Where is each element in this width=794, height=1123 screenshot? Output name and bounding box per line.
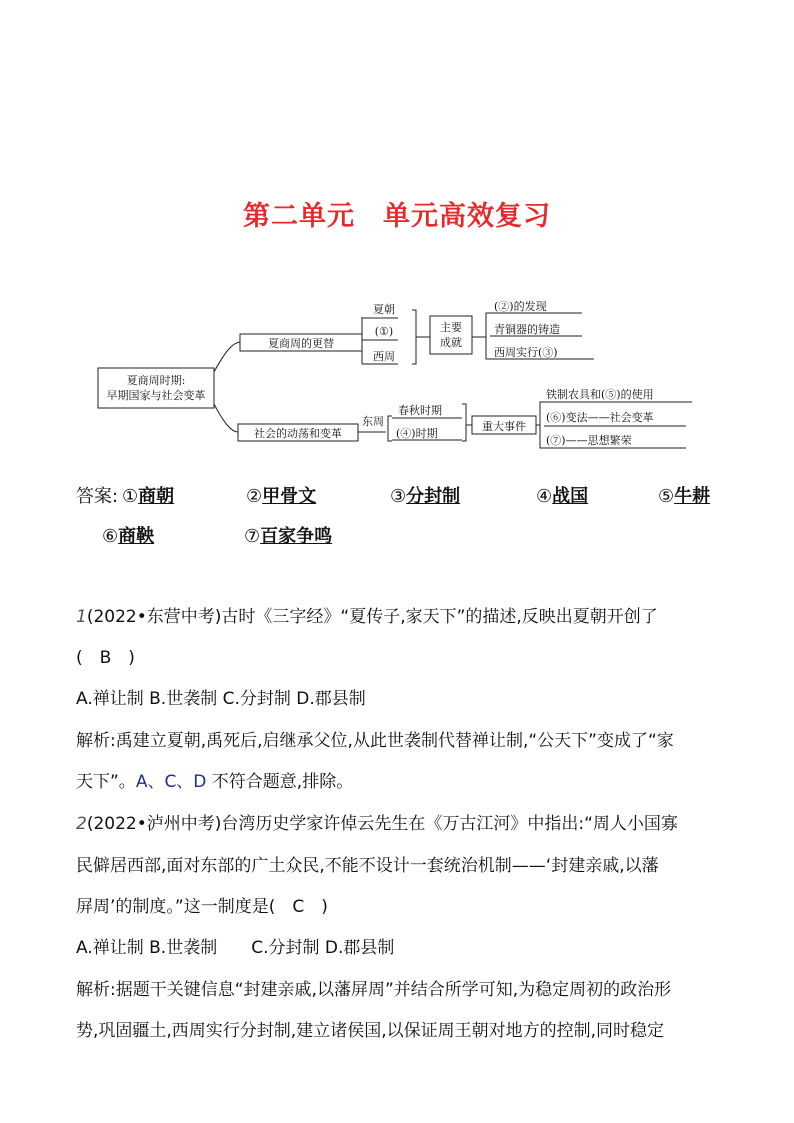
mindmap-root-line2: 早期国家与社会变革 <box>106 389 206 402</box>
mindmap-b2-pre: 东周 <box>362 415 384 428</box>
q1-analysis-options: A、C、D <box>135 772 207 792</box>
q1-analysis-line1: 解析:禹建立夏朝,禹死后,启继承父位,从此世袭制代替禅让制,“公天下”变成了“家 <box>76 731 674 751</box>
answer-item <box>658 482 710 508</box>
answer-num: ② <box>246 486 263 507</box>
q1-analysis-part: 天下”。 <box>76 772 136 792</box>
answer-item <box>122 482 174 508</box>
mindmap-b2-leaf: 铁制农具和(⑤)的使用 <box>546 388 654 401</box>
mindmap-hub1-line1: 主要 <box>440 321 462 334</box>
answer-num: ④ <box>536 486 553 507</box>
q2-analysis-line2: 势,巩固疆土,西周实行分封制,建立诸侯国,以保证周王朝对地方的控制,同时稳定 <box>76 1021 665 1041</box>
mindmap-hub2-label: 重大事件 <box>482 420 526 433</box>
page-title: 第二单元 单元高效复习 <box>243 201 551 232</box>
answer-item <box>246 482 316 508</box>
answer-num: ⑥ <box>102 526 119 547</box>
answer-value: 战国 <box>552 486 589 507</box>
answer-item <box>390 482 460 508</box>
mindmap-b1-leaf: 西周实行(③) <box>494 346 558 359</box>
mindmap-b1-leaf: 青铜器的铸造 <box>494 323 560 336</box>
q1-stem <box>76 606 658 628</box>
answer-num: ⑤ <box>658 486 675 507</box>
mindmap-branch1-label: 夏商周的更替 <box>268 337 334 350</box>
mindmap-b1-item: 夏朝 <box>373 303 395 316</box>
mindmap-b2-leaf: (⑦)——思想繁荣 <box>546 434 632 447</box>
answer-num: ③ <box>390 486 407 507</box>
answer-item <box>244 522 332 548</box>
mindmap-hub1-line2: 成就 <box>440 336 462 349</box>
answer-num: ⑦ <box>244 526 261 547</box>
mind-map <box>0 290 794 460</box>
answer-value: 商朝 <box>138 486 175 507</box>
q2-stem-line2: 民僻居西部,面对东部的广土众民,不能不设计一套统治机制——‘封建亲戚,以藩 <box>76 856 659 876</box>
q1-analysis-line2 <box>76 771 353 793</box>
answer-value: 百家争鸣 <box>260 526 333 547</box>
answer-value: 甲骨文 <box>262 486 317 507</box>
mindmap-root-line1: 夏商周时期: <box>126 374 186 387</box>
q2-analysis-line1: 解析:据题干关键信息“封建亲戚,以藩屏周”并结合所学可知,为稳定周初的政治形 <box>76 980 672 1000</box>
answer-item <box>102 522 154 548</box>
mindmap-branch2-label: 社会的动荡和变革 <box>254 427 342 440</box>
answers-label: 答案: <box>76 486 119 507</box>
q2-stem-line3: 屏周’的制度。”这一制度是( C ) <box>76 897 328 917</box>
q2-text: (2022•泸州中考)台湾历史学家许倬云先生在《万古江河》中指出:“周人小国寡 <box>86 814 678 834</box>
q2-stem-line1 <box>76 813 678 835</box>
q2-number: 2 <box>76 814 87 834</box>
mindmap-b2-item: 春秋时期 <box>398 404 442 417</box>
mindmap-b2-item: (④)时期 <box>396 427 438 440</box>
mindmap-b1-item: 西周 <box>373 350 395 363</box>
q1-answer: ( B ) <box>76 648 135 668</box>
answer-item <box>536 482 588 508</box>
mindmap-b2-leaf: (⑥)变法——社会变革 <box>546 411 654 424</box>
q1-analysis-part: 不符合题意,排除。 <box>206 772 354 792</box>
mindmap-b1-leaf: (②)的发现 <box>494 300 547 313</box>
q1-number: 1 <box>76 607 87 627</box>
q2-options: A.禅让制 B.世袭制 C.分封制 D.郡县制 <box>76 938 395 958</box>
answer-num: ① <box>122 486 139 507</box>
answer-value: 分封制 <box>406 486 461 507</box>
answer-value: 商鞅 <box>118 526 155 547</box>
q1-options: A.禅让制 B.世袭制 C.分封制 D.郡县制 <box>76 689 366 709</box>
q1-text: (2022•东营中考)古时《三字经》“夏传子,家天下”的描述,反映出夏朝开创了 <box>86 607 658 627</box>
answer-value: 牛耕 <box>674 486 711 507</box>
mindmap-b1-item: (①) <box>374 325 394 338</box>
